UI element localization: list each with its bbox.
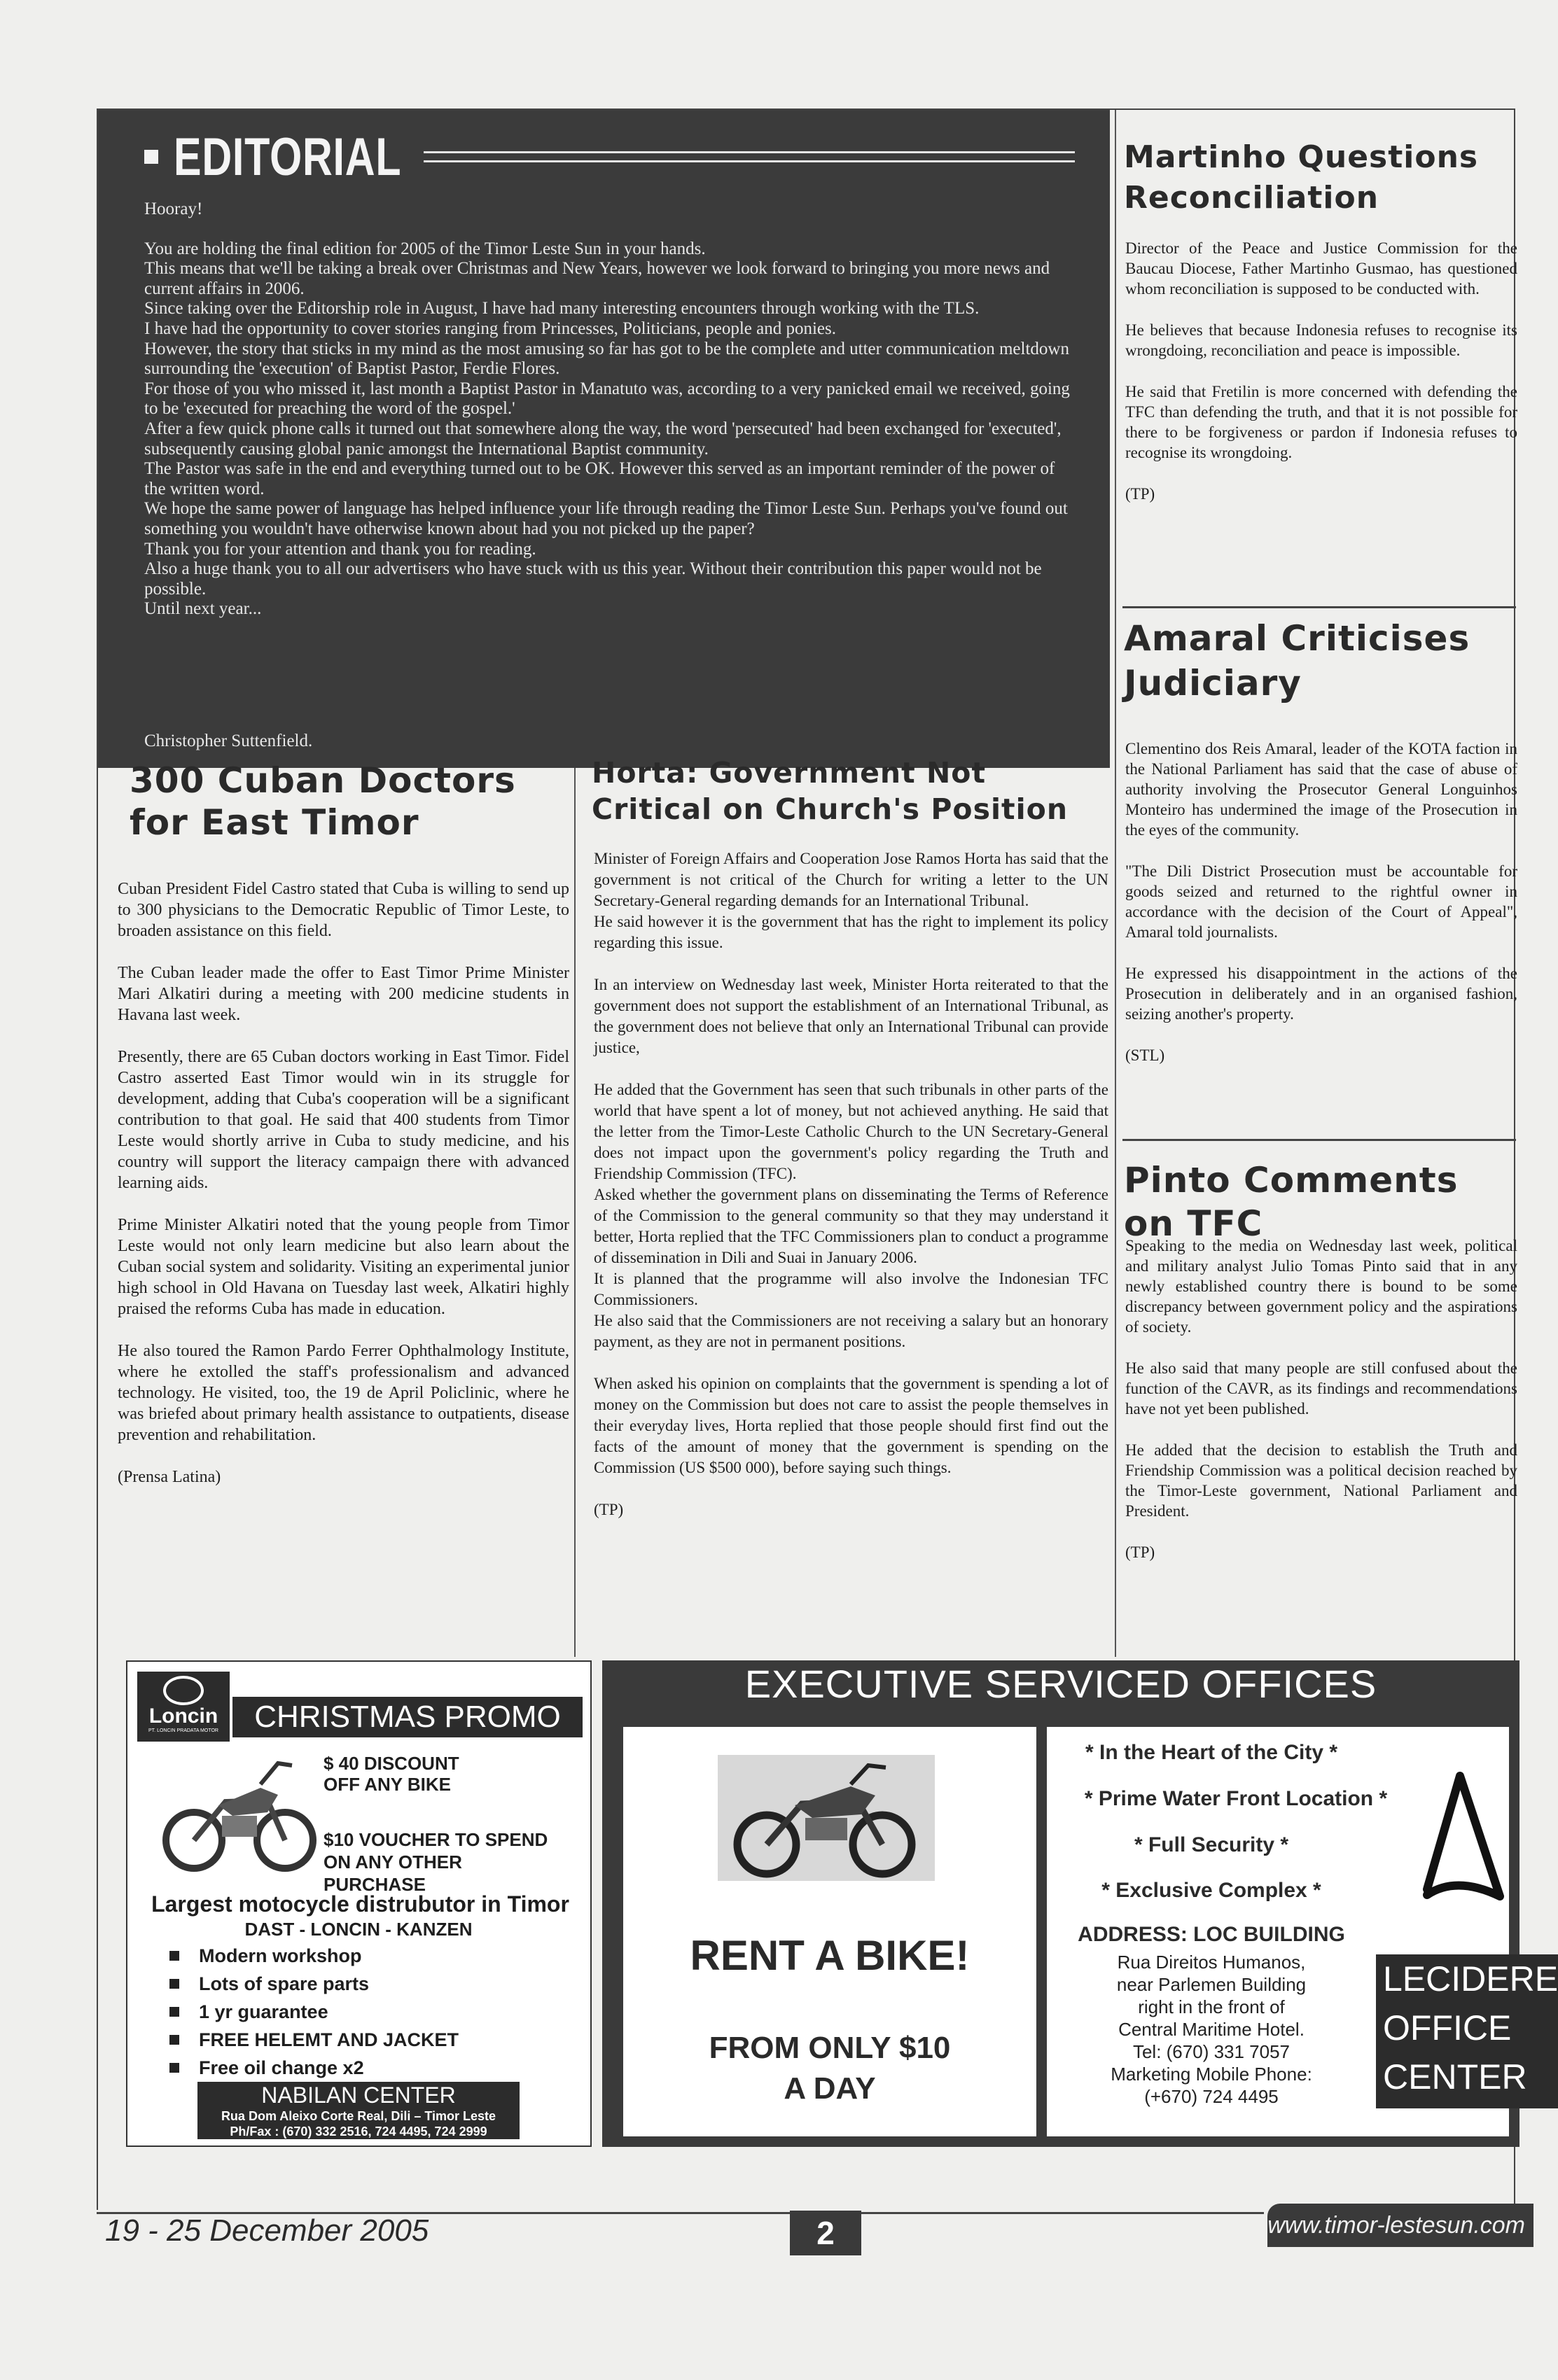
article-paragraph: He said however it is the government that has the right to implement its policy regarding this issue.: [594, 913, 1108, 951]
logo-line: LECIDERE: [1383, 1959, 1558, 1998]
rent-title: RENT A BIKE!: [690, 1932, 970, 1979]
article-paragraph: Prime Minister Alkatiri noted that the young people from Timor Leste would not only learn medicine but also learn about the Cuban social system and solidarity. Visiting an experimental junior high school in Old Havana on Tuesday last week, Alkatiri highly praised the reforms Cuba has made in education.: [118, 1216, 569, 1318]
center-phone: Ph/Fax : (670) 332 2516, 724 4495, 724 2999: [230, 2124, 487, 2138]
advertisements-row: [126, 1660, 1558, 2147]
office-feature: * Prime Water Front Location *: [1084, 1787, 1388, 1810]
bullet-square-icon: [169, 2063, 179, 2073]
offer-voucher: $10 VOUCHER TO SPEND ON ANY OTHER PURCHASE: [324, 1829, 548, 1895]
article-credit: (TP): [1125, 485, 1155, 503]
editorial-paragraph: [144, 239, 1075, 260]
rent-price: FROM ONLY $10 A DAY: [709, 2031, 951, 2106]
editorial-paragraph: However, the story that sticks in my mind as the most amusing so far has got to be the complete and utter communication meltdown surrounding the 'execution' of Baptist Pastor, Ferdie Flores.: [144, 339, 1069, 379]
loncin-emblem-icon: [163, 1676, 204, 1705]
martinho-headline: Martinho Questions Reconciliation: [1124, 139, 1479, 216]
article-paragraph: In an interview on Wednesday last week, Minister Horta reiterated to that the government does not support the establishment of an International Tribunal, as the government does not believe that only an International Tribunal can provide justice,: [594, 976, 1108, 1056]
article-paragraph: Director of the Peace and Justice Commission for the Baucau Diocese, Father Martinho Gusmao, has questioned whom reconciliation is supposed to be conducted with.: [1125, 239, 1517, 298]
loncin-brand-sub: PT. LONCIN PRADATA MOTOR: [148, 1728, 218, 1733]
article-paragraph: Asked whether the government plans on disseminating the Terms of Reference of the Commission to the general community so that they may understand it better, Horta replied that the TFC Commissioners plan to conduct a programme of dissemination in Dili and Suai in January 2006.: [594, 1186, 1108, 1266]
article-credit: (TP): [594, 1501, 624, 1518]
cuban-headline: 300 Cuban Doctors for East Timor: [130, 760, 516, 843]
article-paragraph: Cuban President Fidel Castro stated that Cuba is willing to send up to 300 physicians to the Democratic Republic of Timor Leste, to broaden assistance on this field.: [118, 880, 569, 940]
feature-label: 1 yr guarantee: [199, 2001, 328, 2022]
logo-line: CENTER: [1383, 2057, 1527, 2096]
footer-right-rule: [861, 2212, 1264, 2214]
editorial-rule: [424, 151, 1075, 162]
horta-article: [594, 848, 1108, 1541]
address-line: near Parlemen Building: [1116, 1974, 1307, 1995]
article-paragraph: He also said that the Commissioners are not receiving a salary but an honorary payment, as they are not in permanent positions.: [594, 1312, 1108, 1350]
amaral-article: [1125, 738, 1517, 1086]
editorial-paragraph: We hope the same power of language has helped influence your life through reading the Timor Leste Sun. Perhaps you've found out something you wouldn't have otherwise known about had you not picked up the paper?: [144, 499, 1068, 538]
address-line: (+670) 724 4495: [1144, 2086, 1279, 2107]
editorial-paragraph: This means that we'll be taking a break over Christmas and New Years, however we look forward to bringing you more news and current affairs in 2006.: [144, 259, 1050, 298]
article-paragraph: He also said that many people are still confused about the function of the CAVR, as its findings and recommendations have not yet been published.: [1125, 1359, 1517, 1418]
center-name: NABILAN CENTER: [261, 2082, 456, 2108]
editorial-header: [144, 128, 1075, 186]
martinho-article: [1125, 238, 1517, 525]
page-number: 2: [790, 2211, 861, 2255]
offices-panel: [1047, 1727, 1558, 2136]
article-paragraph: Clementino dos Reis Amaral, leader of the KOTA faction in the National Parliament has said that the case of abuse of authority involving the Prosecutor General Longuinhos Monteiro has undermined the image of the Prosecution in the eyes of the community.: [1125, 740, 1517, 839]
article-paragraph: It is planned that the programme will also involve the Indonesian TFC Commissioners.: [594, 1270, 1108, 1308]
feature-item: [169, 1998, 459, 2026]
article-credit: (STL): [1125, 1046, 1165, 1064]
article-paragraph: He also toured the Ramon Pardo Ferrer Ophthalmology Institute, where he extolled the staff's professionalism and advanced technology. He visited, too, the 19 de April Policlinic, where he was briefed about primary health assistance to outpatients, disease prevention and rehabilitation.: [118, 1342, 569, 1444]
motorcycle-image: [718, 1755, 935, 1881]
article-paragraph: He expressed his disappointment in the actions of the Prosecution in deliberately and in an organised fashion, seizing another's property.: [1125, 965, 1517, 1023]
address-lines: [1047, 1951, 1376, 2108]
bullet-square-icon: [169, 2035, 179, 2045]
article-paragraph: He said that Fretilin is more concerned with defending the TFC than defending the truth, and that it is not possible for there to be forgiveness or pardon if Indonesia refuses to recognise its wrongdoing.: [1125, 383, 1517, 461]
article-credit: (TP): [1125, 1544, 1155, 1561]
article-paragraph: The Cuban leader made the offer to East Timor Prime Minister Mari Alkatiri during a meeting with 200 medicine students in Havana last week.: [118, 964, 569, 1024]
logo-line: OFFICE: [1383, 2008, 1512, 2047]
loncin-logo: [137, 1672, 230, 1742]
rent-bike-panel: [623, 1727, 1036, 2136]
office-feature: * In the Heart of the City *: [1085, 1741, 1338, 1764]
cuban-article: [118, 878, 569, 1508]
footer-date: 19 - 25 December 2005: [105, 2213, 429, 2248]
article-paragraph: He added that the Government has seen that such tribunals in other parts of the world that have spent a lot of money, but not achieved anything. He said that the letter from the Timor-Leste Catholic Church to the UN Secretary-General does not impact upon the government's policy regarding the Truth and Friendship Commission (TFC).: [594, 1081, 1108, 1182]
bullet-square-icon: [169, 1951, 179, 1961]
offer-discount: $ 40 DISCOUNT OFF ANY BIKE: [324, 1753, 459, 1795]
feature-item: [169, 1970, 459, 1998]
editorial-paragraph: Until next year...: [144, 599, 262, 619]
editorial-paragraph: Also a huge thank you to all our advertisers who have stuck with us this year. Without their contribution this paper would not be possible.: [144, 559, 1042, 598]
article-paragraph: Speaking to the media on Wednesday last week, political and military analyst Julio Tomas Pinto said that in any newly established country there is bound to be some discrepancy between government policy and the aspirations of society.: [1125, 1237, 1517, 1336]
office-feature: * Full Security *: [1134, 1833, 1289, 1856]
office-feature: * Exclusive Complex *: [1101, 1879, 1321, 1902]
editorial-body: [144, 200, 1075, 620]
footer-url[interactable]: www.timor-lestesun.com: [1267, 2204, 1533, 2247]
loncin-tagline: Largest motocycle distrubutor in Timor: [151, 1891, 569, 1917]
editorial-signature: Christopher Suttenfield.: [144, 732, 313, 750]
editorial-paragraph: Since taking over the Editorship role in August, I have had many interesting encounters through working with the TLS.: [144, 299, 980, 318]
column-rule: [574, 768, 576, 1657]
nabilan-center-bar: [197, 2082, 520, 2139]
pinto-headline: Pinto Comments on TFC: [1124, 1160, 1459, 1244]
loncin-brands: DAST - LONCIN - KANZEN: [244, 1919, 473, 1940]
editorial-text: You are holding the final edition for 2005 of the Timor Leste Sun in your hands.: [144, 239, 706, 258]
address-line: Tel: (670) 331 7057: [1132, 2041, 1291, 2062]
center-address: Rua Dom Aleixo Corte Real, Dili – Timor Leste: [221, 2109, 496, 2123]
article-credit: (Prensa Latina): [118, 1468, 221, 1486]
lecidere-logo: [1376, 1954, 1558, 2108]
amaral-headline: Amaral Criticises Judiciary: [1124, 618, 1470, 704]
address-label: ADDRESS: LOC BUILDING: [1078, 1923, 1345, 1946]
editorial-paragraph: Hooray!: [144, 200, 203, 218]
bullet-square-icon: [144, 150, 158, 164]
article-paragraph: "The Dili District Prosecution must be accountable for goods seized and returned to the rightful owner in accordance with the decision of the Court of Appeal", Amaral told journalists.: [1125, 862, 1517, 941]
feature-label: Modern workshop: [199, 1945, 362, 1966]
feature-item: [169, 2054, 459, 2082]
executive-offices-ad: [602, 1660, 1558, 2147]
lecidere-triangle-icon: [1421, 1770, 1505, 1903]
motorcycle-image: [155, 1746, 324, 1879]
address-line: Rua Direitos Humanos,: [1117, 1952, 1306, 1973]
address-line: Marketing Mobile Phone:: [1111, 2064, 1312, 2085]
feature-label: FREE HELEMT AND JACKET: [199, 2029, 459, 2050]
editorial-paragraph: Thank you for your attention and thank you for reading.: [144, 539, 536, 559]
loncin-brand: Loncin: [148, 1704, 218, 1728]
editorial-paragraph: After a few quick phone calls it turned out that somewhere along the way, the word 'persecuted' had been exchanged for 'executed', subsequently causing global panic amongst the International Baptist community.: [144, 419, 1062, 458]
promo-banner: CHRISTMAS PROMO: [232, 1697, 583, 1737]
article-paragraph: Minister of Foreign Affairs and Cooperation Jose Ramos Horta has said that the government is not critical of the Church for writing a letter to the UN Secretary-General regarding demands for an International Tribunal.: [594, 850, 1108, 909]
exec-title: EXECUTIVE SERVICED OFFICES: [744, 1662, 1377, 1706]
article-paragraph: He believes that because Indonesia refuses to recognise its wrongdoing, reconciliation and peace is impossible.: [1125, 321, 1517, 359]
horta-headline: Horta: Government Not Critical on Church's Position: [592, 756, 1069, 826]
address-line: Central Maritime Hotel.: [1118, 2019, 1305, 2040]
article-paragraph: Presently, there are 65 Cuban doctors working in East Timor. Fidel Castro asserted East Timor would win in its struggle for development, adding that Cuba's cooperation will be a significant contribution to that goal. He said that 400 students from Timor Leste would shortly arrive in Cuba to study medicine, and his country will support the literacy campaign there with advanced learning aids.: [118, 1048, 569, 1192]
article-paragraph: When asked his opinion on complaints that the government is spending a lot of money on the Commission but does not care to assist the people themselves in their everyday lives, Horta replied that those people should first find out the facts of the amount of money that the government is spending on the Commission (US $500 000), before saying such things.: [594, 1375, 1108, 1476]
editorial-title: EDITORIAL: [174, 127, 402, 187]
feature-item: [169, 2026, 459, 2054]
section-divider: [1122, 1139, 1516, 1141]
editorial-box: [98, 110, 1110, 768]
section-divider: [1122, 606, 1516, 608]
address-line: right in the front of: [1138, 1996, 1285, 2017]
editorial-paragraph: I have had the opportunity to cover stories ranging from Princesses, Politicians, people and ponies.: [144, 318, 836, 338]
feature-label: Lots of spare parts: [199, 1973, 370, 1994]
feature-item: [169, 1942, 459, 1970]
loncin-features: [169, 1942, 459, 2082]
feature-label: Free oil change x2: [199, 2057, 364, 2078]
bullet-square-icon: [169, 2007, 179, 2017]
column-rule: [1115, 110, 1116, 1657]
loncin-ad: [126, 1660, 592, 2147]
editorial-paragraph: The Pastor was safe in the end and everything turned out to be OK. However this served as an important reminder of the power of the written word.: [144, 459, 1055, 498]
article-paragraph: He added that the decision to establish the Truth and Friendship Commission was a political decision reached by the Timor-Leste government, National Parliament and President.: [1125, 1441, 1517, 1520]
pinto-article: [1125, 1236, 1517, 1583]
bullet-square-icon: [169, 1979, 179, 1989]
editorial-paragraph: For those of you who missed it, last month a Baptist Pastor in Manatuto was, according to a very panicked email we received, going to be 'executed for preaching the word of the gospel.': [144, 379, 1070, 419]
